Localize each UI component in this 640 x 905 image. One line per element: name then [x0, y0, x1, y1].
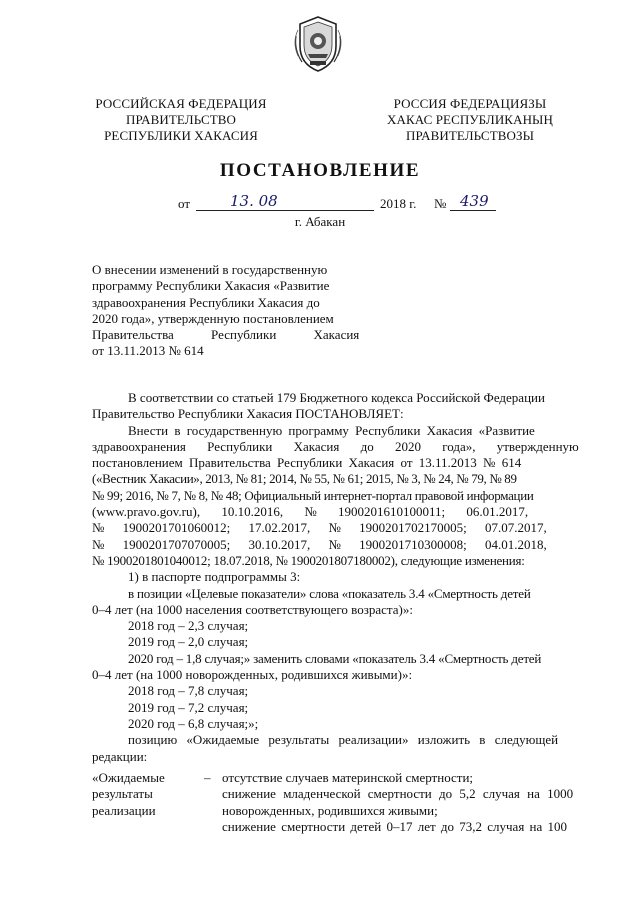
results-item-line: снижение смертности детей 0–17 лет до 73,2 случая на 100 [222, 818, 568, 834]
table-row [92, 770, 594, 835]
body-line: Внести в государственную программу Республики Хакасия «Развитие [128, 422, 535, 438]
document-title: ПОСТАНОВЛЕНИЕ [219, 160, 421, 181]
year-text: 2018 г. [380, 196, 417, 211]
date-handwritten: 13. 08 [230, 192, 278, 210]
results-label-line: реализации [92, 802, 156, 818]
body-line: № 1900201801040012; 18.07.2018, № 1900201807180002), следующие изменения: [92, 552, 525, 568]
body-line: № 1900201707070005; 30.10.2017, № 1900201710300008; 04.01.2018, [92, 536, 547, 552]
header-left-russian [86, 96, 276, 144]
body-line: («Вестник Хакасии», 2013, № 81; 2014, № 55, № 61; 2015, № 3, № 24, № 79, № 89 [92, 471, 517, 487]
subject-line: от 13.11.2013 № 614 [92, 343, 204, 359]
body-line: 2020 год – 1,8 случая;» заменить словами «показатель 3.4 «Смертность детей [128, 650, 542, 666]
number-sign: № [434, 196, 447, 211]
body-line: 2019 год – 2,0 случая; [128, 634, 249, 650]
body-line: редакции: [92, 748, 148, 764]
body-line: Правительство Республики Хакасия ПОСТАНОВЛЯЕТ: [92, 406, 404, 422]
body-line: 0–4 лет (на 1000 населения соответствующего возраста)»: [92, 601, 413, 617]
subject-line: Правительства Республики Хакасия [92, 327, 360, 343]
date-underline [196, 196, 374, 211]
results-item-line: отсутствие случаев материнской смертности; [222, 770, 474, 785]
coat-of-arms-emblem [290, 14, 346, 74]
city: г. Абакан [294, 214, 346, 229]
body-line: 2020 год – 6,8 случая;»; [128, 715, 259, 731]
header-right-line: ПРАВИТЕЛЬСТВОЗЫ [405, 128, 535, 143]
header-right-line: ХАКАС РЕСПУБЛИКАНЫҢ [387, 112, 553, 127]
results-item-line: снижение младенческой смертности до 5,2 случая на 1000 [222, 786, 574, 802]
subject-line: 2020 года», утвержденную постановлением [92, 310, 334, 326]
header-left-line: РЕСПУБЛИКИ ХАКАСИЯ [104, 128, 258, 143]
header-right-khakas [372, 96, 568, 144]
subject-line: программу Республики Хакасия «Развитие [92, 278, 330, 294]
results-label-line: результаты [92, 786, 153, 802]
header-left-line: РОССИЙСКАЯ ФЕДЕРАЦИЯ [95, 96, 267, 111]
header-right-line: РОССИЯ ФЕДЕРАЦИЯЗЫ [393, 96, 547, 111]
expected-results-table [92, 770, 594, 835]
body-line: № 1900201701060012; 17.02.2017, № 1900201702170005; 07.07.2017, [92, 520, 547, 536]
header-left-line: ПРАВИТЕЛЬСТВО [125, 112, 237, 127]
body-line: 2019 год – 7,2 случая; [128, 699, 249, 715]
number-handwritten: 439 [460, 192, 489, 210]
results-dash: – [204, 770, 211, 785]
subject-line: здравоохранения Республики Хакасия до [92, 294, 320, 310]
body-line: позицию «Ожидаемые результаты реализации» изложить в следующей [128, 732, 559, 748]
body-line: 1) в паспорте подпрограммы 3: [128, 569, 301, 585]
results-item-line: новорожденных, родившихся живыми; [222, 802, 438, 818]
date-prefix: от [178, 196, 191, 211]
results-label [92, 770, 204, 835]
body-line: 2018 год – 2,3 случая; [128, 618, 249, 634]
body-line: В соответствии со статьей 179 Бюджетного кодекса Российской Федерации [128, 390, 545, 405]
results-items [222, 770, 594, 835]
subject-block [92, 262, 382, 360]
body-line: № 99; 2016, № 7, № 8, № 48; Официальный интернет-портал правовой информации [92, 487, 534, 503]
body-line: здравоохранения Республики Хакасия до 2020 года», утвержденную [92, 438, 579, 454]
subject-line: О внесении изменений в государственную [92, 262, 328, 277]
results-label-line: «Ожидаемые [92, 770, 165, 785]
body-line: (www.pravo.gov.ru), 10.10.2016, № 1900201610100011; 06.01.2017, [92, 504, 529, 520]
body-line: в позиции «Целевые показатели» слова «показатель 3.4 «Смертность детей [128, 585, 531, 601]
body-line: 2018 год – 7,8 случая; [128, 683, 249, 699]
body-line: постановлением Правительства Республики Хакасия от 13.11.2013 № 614 [92, 455, 522, 471]
body-text [92, 390, 594, 765]
body-line: 0–4 лет (на 1000 новорожденных, родившихся живыми)»: [92, 667, 413, 683]
